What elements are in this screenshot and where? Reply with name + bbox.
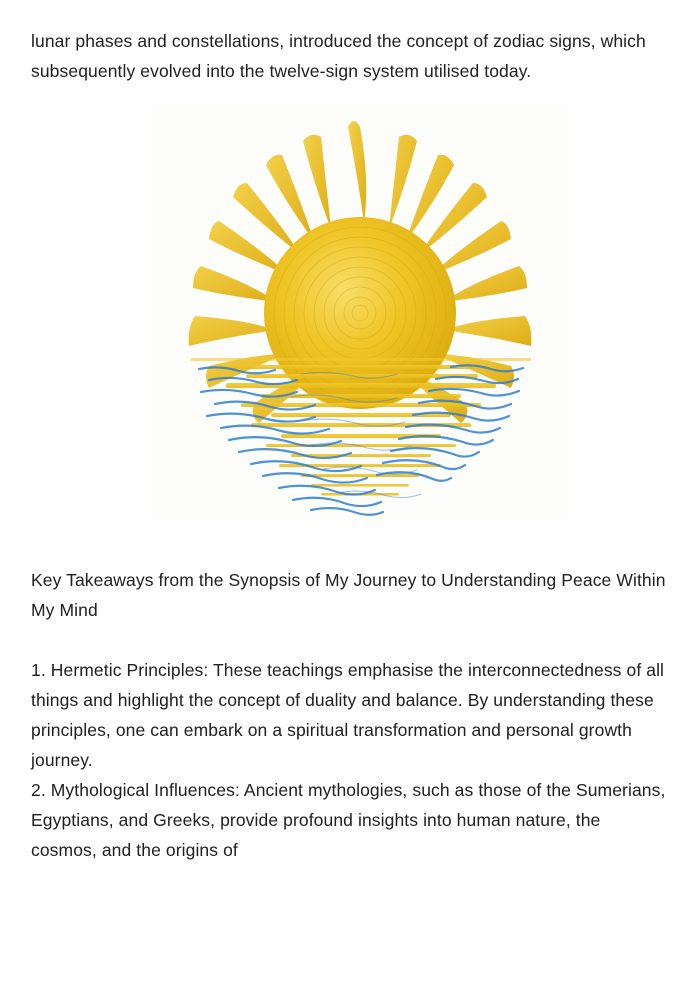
sun-illustration-svg [151, 103, 569, 521]
list-item: 1. Hermetic Principles: These teachings emphasise the interconnectedness of all things and highlight the concept of duality and balance. By understanding these principles, one can embark on a spiritual transformation and personal growth journey. [31, 660, 665, 770]
intro-paragraph: lunar phases and constellations, introduced the concept of zodiac signs, which subsequently evolved into the twelve-sign system utilised today. [31, 31, 646, 81]
list-item: 2. Mythological Influences: Ancient mythologies, such as those of the Sumerians, Egyptians, and Greeks, provide profound insights into human nature, the cosmos, and the origins of [31, 780, 666, 860]
key-takeaways-list [31, 655, 668, 865]
section-heading [31, 565, 668, 625]
figure-container [31, 103, 668, 521]
section-heading-text: Key Takeaways from the Synopsis of My Journey to Understanding Peace Within My Mind [31, 570, 666, 620]
sun-over-water-illustration [151, 103, 569, 521]
